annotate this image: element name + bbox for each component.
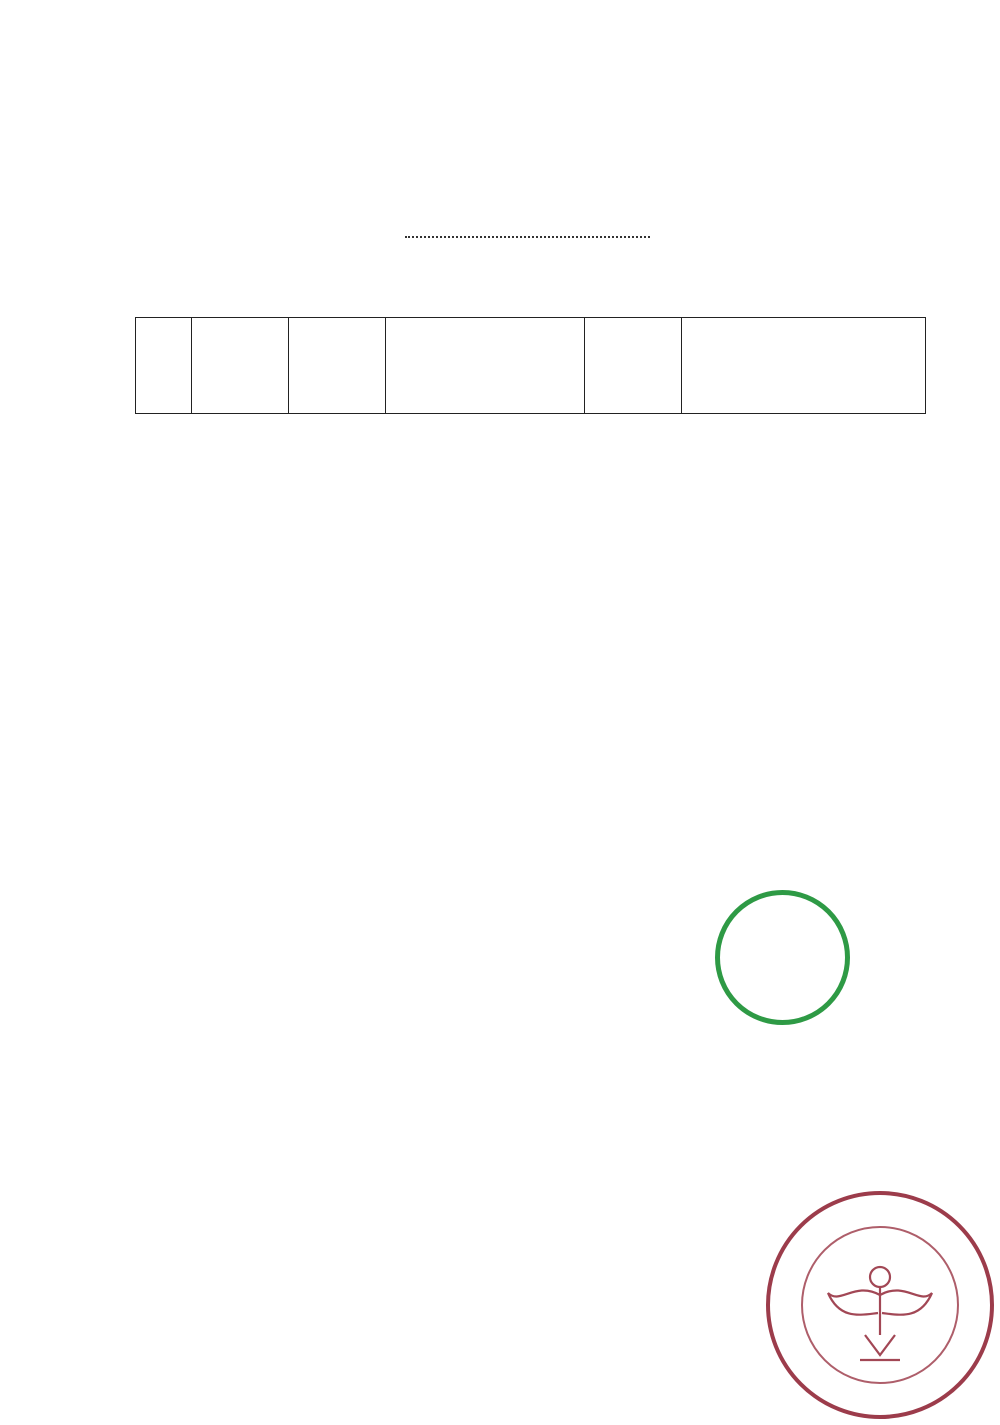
- header-subject: [386, 318, 585, 414]
- header-count: [585, 318, 682, 414]
- garuda-emblem: [828, 1267, 932, 1360]
- positions-table: [135, 317, 926, 414]
- table-header-row: [136, 318, 926, 414]
- dotted-divider: [405, 226, 650, 238]
- header-code: [289, 318, 386, 414]
- header-salary: [682, 318, 926, 414]
- official-seal: [760, 1185, 1000, 1425]
- header-position: [192, 318, 289, 414]
- header-no: [136, 318, 192, 414]
- kruwandee-logo: [715, 890, 850, 1025]
